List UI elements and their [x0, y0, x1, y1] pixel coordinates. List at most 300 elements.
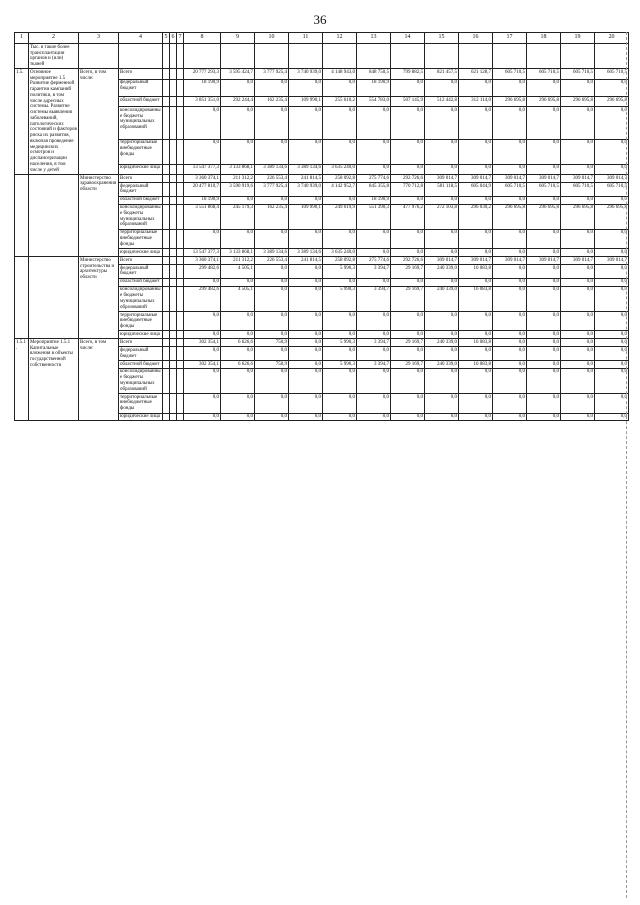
amount-cell: 0,0 [289, 339, 323, 347]
amount-cell: 0,0 [595, 196, 629, 204]
amount-cell: 0,0 [595, 164, 629, 174]
column-header: 17 [493, 33, 527, 44]
amount-cell: 0,0 [561, 413, 595, 421]
page-number: 36 [313, 12, 327, 27]
empty-cell [170, 196, 177, 204]
amount-cell: 0,0 [289, 139, 323, 164]
empty-cell [163, 249, 170, 257]
empty-cell [163, 183, 170, 197]
amount-cell: 0,0 [493, 196, 527, 204]
empty-cell [170, 339, 177, 347]
empty-cell [177, 196, 184, 204]
column-header: 19 [561, 33, 595, 44]
item-number [15, 175, 29, 257]
amount-cell: 0,0 [527, 394, 561, 413]
amount-cell: 6 626,6 [221, 339, 255, 347]
column-header: 18 [527, 33, 561, 44]
column-header: 15 [425, 33, 459, 44]
amount-cell: 241 814,5 [289, 257, 323, 265]
empty-cell [177, 204, 184, 229]
amount-cell: 0,0 [595, 286, 629, 311]
amount-cell: 0,0 [493, 278, 527, 286]
empty-cell [177, 257, 184, 265]
amount-cell: 0,0 [255, 229, 289, 248]
amount-cell: 605 710,5 [527, 69, 561, 79]
empty-cell [163, 196, 170, 204]
responsible-executor: Министерство здравоохранения области [79, 175, 119, 257]
funding-source: территориальные внебюджетные фонды [119, 229, 163, 248]
item-number [15, 44, 29, 69]
amount-cell [255, 44, 289, 69]
amount-cell: 0,0 [255, 265, 289, 279]
amount-cell: 0,0 [425, 311, 459, 330]
amount-cell: 3 389 134,6 [289, 164, 323, 174]
amount-cell: 0,0 [255, 196, 289, 204]
amount-cell: 512 442,8 [425, 97, 459, 107]
amount-cell: 296 695,8 [561, 204, 595, 229]
funding-source: юридические лица [119, 249, 163, 257]
empty-cell [163, 311, 170, 330]
amount-cell: 0,0 [595, 394, 629, 413]
amount-cell: 0,0 [425, 331, 459, 339]
empty-cell [177, 368, 184, 393]
amount-cell: 0,0 [527, 286, 561, 311]
amount-cell: 0,0 [527, 164, 561, 174]
empty-cell [170, 175, 177, 183]
amount-cell: 0,0 [595, 265, 629, 279]
amount-cell: 0,0 [493, 164, 527, 174]
empty-cell [170, 331, 177, 339]
column-header: 9 [221, 33, 255, 44]
empty-cell [170, 139, 177, 164]
funding-source: Всего [119, 339, 163, 347]
amount-cell: 0,0 [184, 311, 221, 330]
amount-cell: 5 990,3 [323, 360, 357, 368]
empty-cell [170, 360, 177, 368]
amount-cell: 0,0 [391, 139, 425, 164]
amount-cell: 258 092,8 [323, 257, 357, 265]
empty-cell [170, 265, 177, 279]
amount-cell: 0,0 [391, 249, 425, 257]
amount-cell: 0,0 [595, 413, 629, 421]
empty-cell [163, 175, 170, 183]
amount-cell: 292 726,6 [391, 257, 425, 265]
amount-cell: 302 354,1 [184, 339, 221, 347]
column-header: 7 [177, 33, 184, 44]
funding-source: Всего [119, 257, 163, 265]
amount-cell: 0,0 [561, 164, 595, 174]
empty-cell [170, 368, 177, 393]
amount-cell: 0,0 [459, 249, 493, 257]
amount-cell: 0,0 [425, 413, 459, 421]
amount-cell: 0,0 [184, 347, 221, 361]
amount-cell: 0,0 [493, 107, 527, 139]
amount-cell: 0,0 [595, 249, 629, 257]
funding-source [119, 44, 163, 69]
empty-cell [170, 311, 177, 330]
amount-cell: 0,0 [357, 331, 391, 339]
amount-cell: 0,0 [184, 278, 221, 286]
funding-source: юридические лица [119, 413, 163, 421]
column-header: 6 [170, 33, 177, 44]
empty-cell [177, 97, 184, 107]
amount-cell: 0,0 [425, 249, 459, 257]
amount-cell: 309 014,7 [493, 257, 527, 265]
amount-cell [459, 44, 493, 69]
amount-cell: 3 394,7 [357, 286, 391, 311]
amount-cell: 0,0 [289, 360, 323, 368]
amount-cell [184, 44, 221, 69]
budget-table-sheet [14, 32, 626, 421]
amount-cell: 0,0 [391, 278, 425, 286]
item-name: Основное мероприятие 1.5 Развитие ферменной гарантии кампаний политики, в том числе адресных системы. Развитие системы выявления заболеваний, патологических состояний и факторов риска их развития, включая проведение медицинских осмотров и диспансеризации населения, в том числе у детей [30, 69, 77, 173]
empty-cell [170, 394, 177, 413]
empty-cell [170, 164, 177, 174]
table-row [15, 339, 629, 347]
amount-cell: 0,0 [527, 347, 561, 361]
responsible-executor: Министерство строительства и архитектуры области [79, 257, 119, 339]
empty-cell [177, 347, 184, 361]
amount-cell: 848 750,5 [357, 69, 391, 79]
amount-cell: 0,0 [493, 79, 527, 97]
amount-cell: 309 014,7 [425, 257, 459, 265]
column-header: 14 [391, 33, 425, 44]
header-row [15, 33, 629, 44]
amount-cell: 211 312,2 [221, 175, 255, 183]
empty-cell [163, 286, 170, 311]
empty-cell [177, 164, 184, 174]
empty-cell [163, 257, 170, 265]
budget-table [14, 32, 629, 421]
amount-cell: 3 740 939,0 [289, 183, 323, 197]
empty-cell [170, 347, 177, 361]
amount-cell: 0,0 [391, 311, 425, 330]
amount-cell: 750,9 [255, 339, 289, 347]
funding-source: территориальные внебюджетные фонды [119, 311, 163, 330]
funding-source: областной бюджет [119, 97, 163, 107]
amount-cell: 309 014,7 [459, 257, 493, 265]
funding-source: территориальные внебюджетные фонды [119, 394, 163, 413]
amount-cell: 0,0 [289, 278, 323, 286]
empty-cell [177, 44, 184, 69]
funding-source: Всего [119, 175, 163, 183]
amount-cell: 309 014,7 [493, 175, 527, 183]
amount-cell: 6 626,6 [221, 360, 255, 368]
amount-cell: 0,0 [527, 368, 561, 393]
amount-cell: 0,0 [425, 394, 459, 413]
amount-cell: 29 169,7 [391, 339, 425, 347]
amount-cell: 0,0 [184, 394, 221, 413]
amount-cell: 0,0 [289, 347, 323, 361]
amount-cell: 0,0 [391, 196, 425, 204]
amount-cell: 0,0 [595, 139, 629, 164]
amount-cell: 605 710,5 [595, 183, 629, 197]
amount-cell: 4 505,1 [221, 265, 255, 279]
amount-cell [357, 44, 391, 69]
column-header: 4 [119, 33, 163, 44]
amount-cell: 162 235,4 [255, 97, 289, 107]
amount-cell: 309 014,7 [459, 175, 493, 183]
amount-cell: 3 394,7 [357, 265, 391, 279]
amount-cell: 605 710,5 [561, 183, 595, 197]
amount-cell: 302 354,1 [184, 360, 221, 368]
amount-cell: 0,0 [323, 196, 357, 204]
amount-cell: 0,0 [493, 249, 527, 257]
amount-cell: 0,0 [425, 368, 459, 393]
amount-cell: 3 389 134,6 [289, 249, 323, 257]
amount-cell: 0,0 [527, 265, 561, 279]
amount-cell [561, 44, 595, 69]
amount-cell: 0,0 [221, 394, 255, 413]
amount-cell: 0,0 [323, 229, 357, 248]
amount-cell: 3 133 868,1 [221, 249, 255, 257]
amount-cell: 3 590 919,6 [221, 183, 255, 197]
amount-cell: 605 710,5 [493, 183, 527, 197]
empty-cell [177, 69, 184, 79]
amount-cell: 0,0 [323, 311, 357, 330]
amount-cell: 0,0 [289, 196, 323, 204]
amount-cell: 296 695,8 [561, 97, 595, 107]
empty-cell [170, 44, 177, 69]
amount-cell: 0,0 [255, 413, 289, 421]
amount-cell: 0,0 [255, 368, 289, 393]
amount-cell: 3 360 374,1 [184, 257, 221, 265]
amount-cell: 0,0 [493, 360, 527, 368]
amount-cell: 309 014,7 [425, 175, 459, 183]
amount-cell: 0,0 [289, 413, 323, 421]
amount-cell: 3 133 868,1 [221, 164, 255, 174]
item-name: Мероприятие 1.5.1 Капитальные вложения в объекты государственной собственности [29, 339, 79, 421]
amount-cell: 3 595 424,7 [221, 69, 255, 79]
empty-cell [163, 229, 170, 248]
empty-cell [177, 311, 184, 330]
amount-cell: 0,0 [527, 413, 561, 421]
amount-cell: 18 190,9 [357, 196, 391, 204]
amount-cell: 0,0 [289, 79, 323, 97]
amount-cell: 0,0 [459, 368, 493, 393]
empty-cell [163, 360, 170, 368]
amount-cell: 0,0 [561, 286, 595, 311]
item-number: 1.5. [15, 69, 29, 175]
amount-cell: 5 990,3 [323, 265, 357, 279]
empty-cell [177, 413, 184, 421]
amount-cell: 0,0 [221, 79, 255, 97]
amount-cell: 0,0 [595, 339, 629, 347]
amount-cell: 0,0 [357, 413, 391, 421]
empty-cell [177, 265, 184, 279]
amount-cell: 258 092,8 [323, 175, 357, 183]
amount-cell: 0,0 [255, 107, 289, 139]
amount-cell: 0,0 [221, 278, 255, 286]
amount-cell: 0,0 [255, 286, 289, 311]
table-row [15, 44, 629, 69]
amount-cell: 0,0 [184, 139, 221, 164]
amount-cell: 292 244,4 [221, 97, 255, 107]
amount-cell: 16 083,8 [459, 286, 493, 311]
amount-cell: 0,0 [459, 229, 493, 248]
amount-cell: 0,0 [425, 229, 459, 248]
amount-cell: 3 635 240,0 [323, 164, 357, 174]
amount-cell: 5 990,3 [323, 339, 357, 347]
amount-cell: 0,0 [527, 196, 561, 204]
amount-cell: 0,0 [459, 331, 493, 339]
empty-cell [170, 183, 177, 197]
amount-cell: 0,0 [527, 79, 561, 97]
amount-cell: 0,0 [493, 413, 527, 421]
amount-cell: 16 083,8 [459, 360, 493, 368]
amount-cell: 5 990,3 [323, 286, 357, 311]
amount-cell: 0,0 [561, 249, 595, 257]
amount-cell: 0,0 [561, 347, 595, 361]
amount-cell: 0,0 [184, 229, 221, 248]
empty-cell [170, 257, 177, 265]
amount-cell: 296 695,8 [527, 97, 561, 107]
amount-cell: 0,0 [357, 311, 391, 330]
amount-cell: 621 128,7 [459, 69, 493, 79]
amount-cell: 605 710,5 [527, 183, 561, 197]
empty-cell [170, 79, 177, 97]
amount-cell: 3 851 351,0 [184, 97, 221, 107]
empty-cell [177, 278, 184, 286]
amount-cell: 0,0 [357, 278, 391, 286]
amount-cell: 255 610,2 [323, 97, 357, 107]
amount-cell: 0,0 [323, 139, 357, 164]
amount-cell: 0,0 [289, 368, 323, 393]
amount-cell: 29 169,7 [391, 265, 425, 279]
amount-cell [425, 44, 459, 69]
amount-cell: 299 482,6 [184, 265, 221, 279]
empty-cell [177, 229, 184, 248]
funding-source: федеральный бюджет [119, 183, 163, 197]
column-header: 16 [459, 33, 493, 44]
amount-cell: 0,0 [255, 139, 289, 164]
amount-cell: 0,0 [289, 265, 323, 279]
amount-cell: 0,0 [357, 139, 391, 164]
funding-source: территориальные внебюджетные фонды [119, 139, 163, 164]
amount-cell: 0,0 [595, 229, 629, 248]
amount-cell: 20 777 293,3 [184, 69, 221, 79]
amount-cell: 0,0 [184, 413, 221, 421]
amount-cell: 0,0 [527, 331, 561, 339]
amount-cell: 272 103,8 [425, 204, 459, 229]
amount-cell: 0,0 [459, 347, 493, 361]
amount-cell: 799 882,5 [391, 69, 425, 79]
funding-source: консолидированные бюджеты муниципальных образований [120, 287, 161, 310]
amount-cell: 0,0 [391, 107, 425, 139]
amount-cell: 309 014,7 [561, 257, 595, 265]
amount-cell: 0,0 [527, 229, 561, 248]
amount-cell: 0,0 [527, 107, 561, 139]
amount-cell: 0,0 [357, 229, 391, 248]
table-row [15, 257, 629, 265]
amount-cell [391, 44, 425, 69]
column-header: 3 [79, 33, 119, 44]
empty-cell [177, 183, 184, 197]
amount-cell: 3 635 240,0 [323, 249, 357, 257]
empty-cell [177, 175, 184, 183]
amount-cell: 0,0 [323, 107, 357, 139]
item-number: 1.5.1. [15, 339, 29, 421]
empty-cell [163, 265, 170, 279]
amount-cell: 0,0 [425, 164, 459, 174]
amount-cell: 0,0 [595, 360, 629, 368]
amount-cell: 0,0 [493, 368, 527, 393]
amount-cell: 0,0 [595, 368, 629, 393]
item-number [15, 257, 29, 339]
empty-cell [177, 249, 184, 257]
amount-cell: 605 710,5 [595, 69, 629, 79]
empty-cell [170, 204, 177, 229]
funding-source: консолидированные бюджеты муниципальных образований [120, 369, 161, 392]
empty-cell [177, 79, 184, 97]
amount-cell: 0,0 [595, 311, 629, 330]
amount-cell [527, 44, 561, 69]
funding-source: консолидированные бюджеты муниципальных образований [120, 205, 161, 228]
empty-cell [163, 413, 170, 421]
amount-cell: 0,0 [323, 79, 357, 97]
amount-cell [493, 44, 527, 69]
empty-cell [163, 139, 170, 164]
amount-cell: 0,0 [561, 139, 595, 164]
amount-cell: 3 394,7 [357, 339, 391, 347]
amount-cell: 0,0 [184, 331, 221, 339]
empty-cell [170, 278, 177, 286]
amount-cell: 0,0 [595, 347, 629, 361]
amount-cell: 3 389 134,6 [255, 249, 289, 257]
amount-cell: 3 360 374,1 [184, 175, 221, 183]
column-header: 13 [357, 33, 391, 44]
amount-cell: 0,0 [493, 339, 527, 347]
amount-cell: 296 695,8 [493, 97, 527, 107]
empty-cell [163, 44, 170, 69]
empty-cell [163, 164, 170, 174]
amount-cell: 0,0 [255, 311, 289, 330]
amount-cell: 0,0 [289, 311, 323, 330]
amount-cell: 0,0 [493, 229, 527, 248]
empty-cell [170, 97, 177, 107]
funding-source: консолидированные бюджеты муниципальных образований [119, 107, 163, 139]
empty-cell [163, 97, 170, 107]
amount-cell [221, 44, 255, 69]
table-row [15, 69, 629, 79]
funding-source: областной бюджет [119, 278, 163, 286]
amount-cell: 13 547 377,3 [184, 249, 221, 257]
amount-cell: 240 339,0 [425, 339, 459, 347]
amount-cell: 0,0 [221, 229, 255, 248]
amount-cell: 0,0 [459, 196, 493, 204]
empty-cell [170, 413, 177, 421]
amount-cell: 4 142 952,7 [323, 183, 357, 197]
item-name [29, 257, 79, 339]
amount-cell: 0,0 [459, 413, 493, 421]
empty-cell [177, 360, 184, 368]
amount-cell: 0,0 [323, 413, 357, 421]
amount-cell: 18 190,9 [184, 196, 221, 204]
amount-cell: 0,0 [561, 79, 595, 97]
responsible-executor [79, 44, 119, 69]
empty-cell [163, 69, 170, 79]
empty-cell [170, 286, 177, 311]
amount-cell: 0,0 [561, 229, 595, 248]
amount-cell: 0,0 [255, 331, 289, 339]
empty-cell [163, 339, 170, 347]
amount-cell: 0,0 [459, 278, 493, 286]
amount-cell: 3 740 939,0 [289, 69, 323, 79]
amount-cell: 0,0 [323, 347, 357, 361]
amount-cell: 0,0 [184, 107, 221, 139]
empty-cell [163, 79, 170, 97]
responsible-executor: Всего, в том числе: [79, 339, 119, 421]
